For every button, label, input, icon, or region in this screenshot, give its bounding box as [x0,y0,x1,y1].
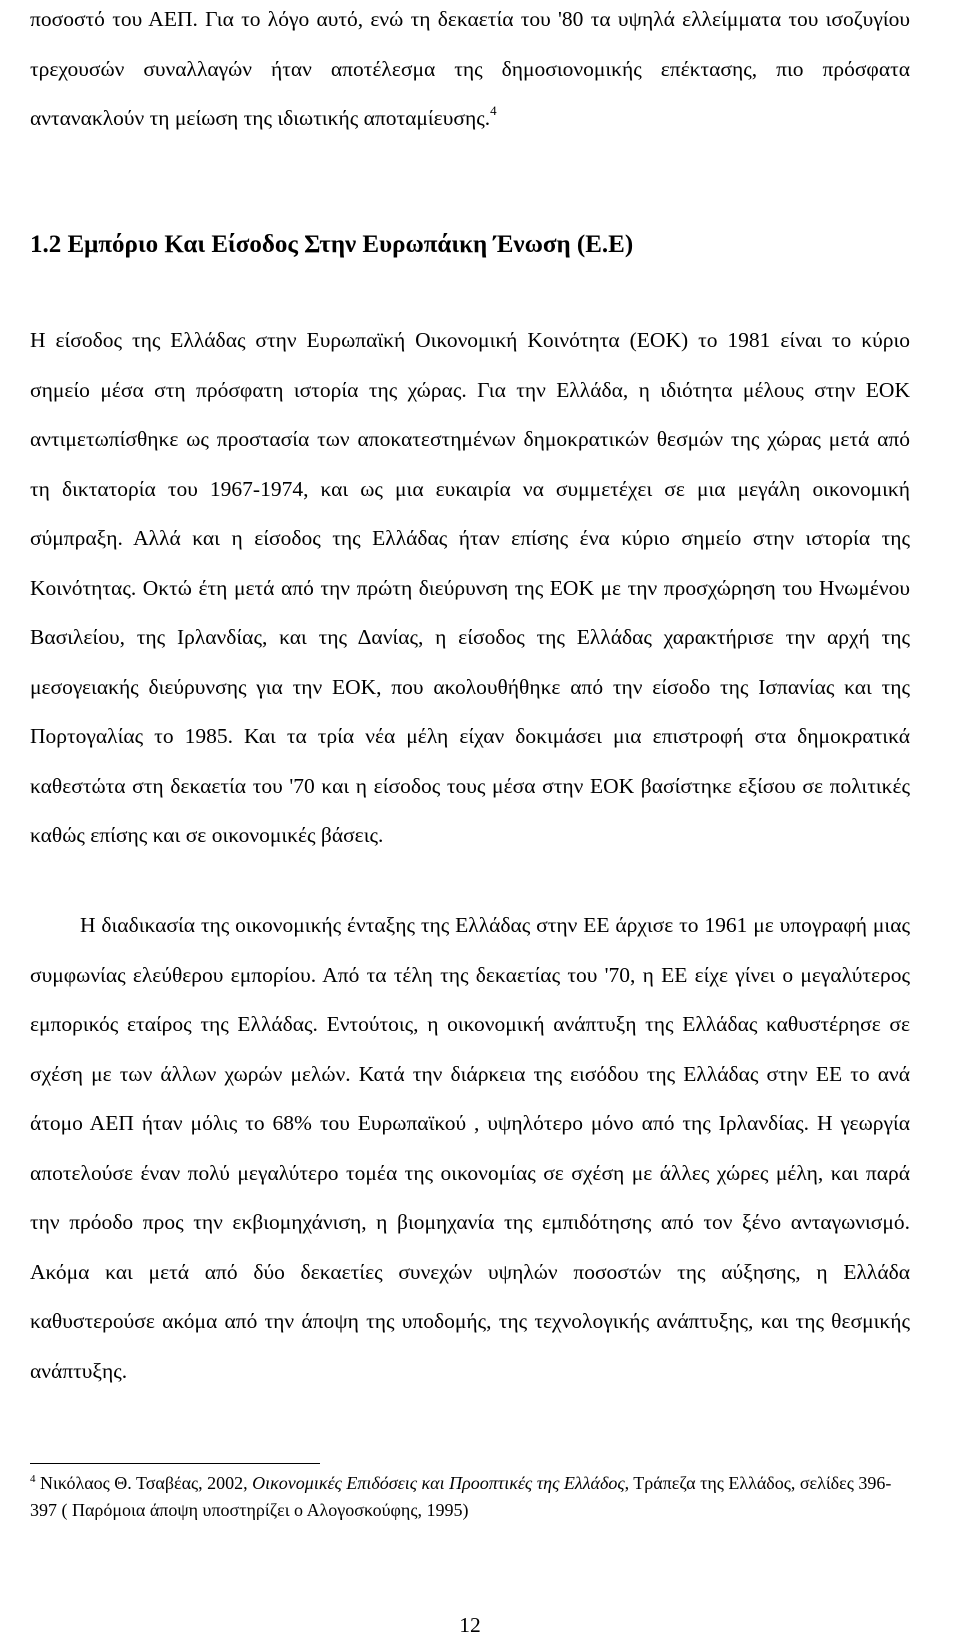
section-heading: 1.2 Εμπόριο Και Είσοδος Στην Ευρωπάικη Ένωση (Ε.Ε) [30,231,634,258]
footnote-rest: , Τράπεζα της Ελλάδος, σελίδες 396-397 ( Παρόμοια άποψη υποστηρίζει ο Αλογοσκούφης, 1995) [30,1473,892,1520]
footnote-reference[interactable]: 4 [490,103,497,118]
footnote-book-title: Οικονομικές Επιδόσεις και Προοπτικές της Ελλάδος [252,1473,625,1493]
footnote-separator [30,1463,320,1464]
page-number: 12 [459,1613,481,1637]
footnote-author: Νικόλαος Θ. Τσαβέας, 2002, [40,1473,253,1493]
document-page [30,0,910,1637]
paragraph-2: Η διαδικασία της οικονομικής ένταξης της Ελλάδας στην ΕΕ άρχισε το 1961 με υπογραφή μιας συμφωνίας ελεύθερου εμπορίου. Από τα τέλη της δεκαετίας του '70, η ΕΕ είχε γίνει ο μεγαλύτερος εμπορικός εταίρος της Ελλάδας. Εντούτοις, η οικονομική ανάπτυξη της Ελλάδας καθυστέρησε σε σχέση με των άλλων χωρών μελών. Κατά την διάρκεια της εισόδου της Ελλάδας στην ΕΕ το ανά άτομο ΑΕΠ ήταν μόλις το 68% του Ευρωπαϊκού , υψηλότερο μόνο από της Ιρλανδίας. Η γεωργία αποτελούσε έναν πολύ μεγαλύτερο τομέα της οικονομίας σε σχέση με άλλες χώρες μέλη, και παρά την πρόοδο προς την εκβιομηχάνιση, η βιομηχανία της εμπιδότησης από τον ξένο ανταγωνισμό. Ακόμα και μετά από δύο δεκαετίες συνεχών υψηλών ποσοστών της αύξησης, η Ελλάδα καθυστερούσε ακόμα από την άποψη της υποδομής, της τεχνολογικής ανάπτυξης, και της θεσμικής ανάπτυξης. [30,913,910,1383]
footnote [30,1470,910,1524]
top-paragraph [30,0,910,144]
footnote-number: 4 [30,1473,36,1485]
top-paragraph-text: ποσοστό του ΑΕΠ. Για το λόγο αυτό, ενώ τη δεκαετία του '80 τα υψηλά ελλείμματα του ισοζυγίου τρεχουσών συναλλαγών ήταν αποτέλεσμα της δημοσιονομικής επέκτασης, πιο πρόσφατα αντανακλούν τη μείωση της ιδιωτικής αποταμίευσης. [30,7,910,130]
paragraph-1: Η είσοδος της Ελλάδας στην Ευρωπαϊκή Οικονομική Κοινότητα (ΕΟΚ) το 1981 είναι το κύριο σημείο μέσα στη πρόσφατη ιστορία της χώρας. Για την Ελλάδα, η ιδιότητα μέλους στην ΕΟΚ αντιμετωπίσθηκε ως προστασία των αποκατεστημένων δημοκρατικών θεσμών της χώρας μετά από τη δικτατορία του 1967-1974, και ως μια ευκαιρία να συμμετέχει σε μια μεγάλη οικονομική σύμπραξη. Αλλά και η είσοδος της Ελλάδας ήταν επίσης ένα κύριο σημείο στην ιστορία της Κοινότητας. Οκτώ έτη μετά από την πρώτη διεύρυνση της ΕΟΚ με την προσχώρηση του Ηνωμένου Βασιλείου, της Ιρλανδίας, και της Δανίας, η είσοδος της Ελλάδας χαρακτήρισε την αρχή της μεσογειακής διεύρυνσης για την ΕΟΚ, που ακολουθήθηκε από την είσοδο της Ισπανίας και της Πορτογαλίας το 1985. Και τα τρία νέα μέλη είχαν δοκιμάσει μια επιστροφή στα δημοκρατικά καθεστώτα στη δεκαετία του '70 και η είσοδος τους μέσα στην ΕΟΚ βασίστηκε εξίσου σε πολιτικές καθώς επίσης και σε οικονομικές βάσεις. [30,328,910,847]
